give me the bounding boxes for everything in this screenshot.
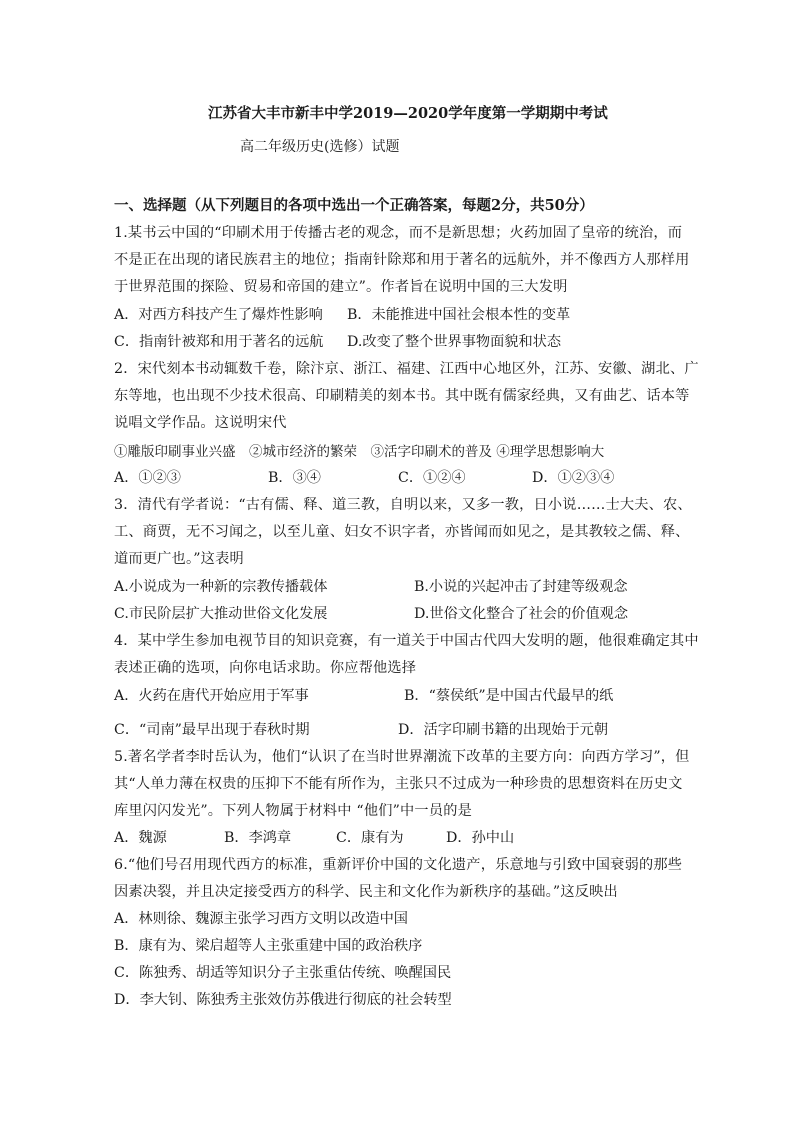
q3-line-2: 工、商贾，无不习闻之，以至儿童、妇女不识字者，亦皆闻而如见之，是其教较之儒、释、 xyxy=(114,524,690,540)
q5-option-c: C．康有为 xyxy=(336,830,404,846)
q1-line-1: 1.某书云中国的“印刷术用于传播古老的观念，而不是新思想；火药加固了皇帝的统治，而 xyxy=(114,225,683,241)
q1-option-c: C．指南针被郑和用于著名的远航 xyxy=(114,334,324,350)
q2-option-d: D．①②③④ xyxy=(532,470,615,486)
q1-option-b: B．未能推进中国社会根本性的变革 xyxy=(347,307,571,323)
q5-option-b: B．李鸿章 xyxy=(224,830,292,846)
q4-option-a: A．火药在唐代开始应用于军事 xyxy=(114,688,309,704)
q1-option-a: A．对西方科技产生了爆炸性影响 xyxy=(114,307,323,323)
q2-line-1: 2．宋代刻本书动辄数千卷，除汴京、浙江、福建、江西中心地区外，江苏、安徽、湖北、广 xyxy=(114,361,699,377)
q5-line-2: 其“人单力薄在权贵的压抑下不能有所作为，主张只不过成为一种珍贵的思想资料在历史文 xyxy=(114,776,683,792)
q6-option-d: D．李大钊、陈独秀主张效仿苏俄进行彻底的社会转型 xyxy=(114,992,452,1008)
q2-option-b: B．③④ xyxy=(268,470,321,486)
q3-option-d: D.世俗文化整合了社会的价值观念 xyxy=(414,606,629,622)
q6-line-1: 6.“他们号召用现代西方的标准，重新评价中国的文化遗产，乐意地与引致中国衰弱的那些 xyxy=(114,857,683,873)
q4-option-d: D．活字印刷书籍的出现始于元朝 xyxy=(398,722,609,738)
q1-line-3: 于世界范围的探险、贸易和帝国的建立”。作者旨在说明中国的三大发明 xyxy=(114,279,568,295)
q6-option-b: B．康有为、梁启超等人主张重建中国的政治秩序 xyxy=(114,938,423,954)
exam-subtitle: 高二年级历史(选修）试题 xyxy=(240,139,400,155)
section-heading: 一、选择题（从下列题目的各项中选出一个正确答案，每题2分，共50分） xyxy=(114,197,594,214)
q4-option-b: B．“蔡侯纸”是中国古代最早的纸 xyxy=(404,688,614,704)
q2-statements: ①雕版印刷事业兴盛 ②城市经济的繁荣 ③活字印刷术的普及 ④理学思想影响大 xyxy=(114,444,605,460)
q5-option-d: D．孙中山 xyxy=(446,830,515,846)
q3-option-a: A.小说成为一种新的宗教传播载体 xyxy=(114,579,328,595)
q3-line-1: 3．清代有学者说：“古有儒、释、道三教，自明以来，又多一教，日小说……士大夫、农、 xyxy=(114,497,692,513)
q4-option-c: C．“司南”最早出现于春秋时期 xyxy=(114,722,310,738)
q1-line-2: 不是正在出现的诸民族君主的地位；指南针除郑和用于著名的远航外，并不像西方人那样用 xyxy=(114,252,690,268)
q6-option-c: C．陈独秀、胡适等知识分子主张重估传统、唤醒国民 xyxy=(114,965,452,981)
q6-option-a: A．林则徐、魏源主张学习西方文明以改造中国 xyxy=(114,911,408,927)
q2-line-2: 东等地，也出现不少技术很高、印刷精美的刻本书。其中既有儒家经典，又有曲艺、话本等 xyxy=(114,388,690,404)
exam-title: 江苏省大丰市新丰中学2019—2020学年度第一学期期中考试 xyxy=(208,105,608,122)
q5-option-a: A．魏源 xyxy=(114,830,167,846)
q2-option-a: A．①②③ xyxy=(114,470,181,486)
q3-option-b: B.小说的兴起冲击了封建等级观念 xyxy=(414,579,628,595)
q3-option-c: C.市民阶层扩大推动世俗文化发展 xyxy=(114,606,328,622)
q2-option-c: C．①②④ xyxy=(398,470,466,486)
q2-line-3: 说唱文学作品。这说明宋代 xyxy=(114,415,287,431)
q3-line-3: 道而更广也。”这表明 xyxy=(114,551,244,567)
q4-line-1: 4．某中学生参加电视节目的知识竞赛，有一道关于中国古代四大发明的题，他很难确定其中 xyxy=(114,633,699,649)
q1-option-d: D.改变了整个世界事物面貌和状态 xyxy=(347,334,562,350)
q6-line-2: 因素决裂，并且决定接受西方的科学、民主和文化作为新秩序的基础。”这反映出 xyxy=(114,884,618,900)
q4-line-2: 表述正确的选项，向你电话求助。你应帮他选择 xyxy=(114,660,417,676)
q5-line-3: 库里闪闪发光”。下列人物属于材料中 “他们”中一员的是 xyxy=(114,803,472,819)
q5-line-1: 5.著名学者李时岳认为，他们“认识了在当时世界潮流下改革的主要方向：向西方学习”，但 xyxy=(114,749,690,765)
